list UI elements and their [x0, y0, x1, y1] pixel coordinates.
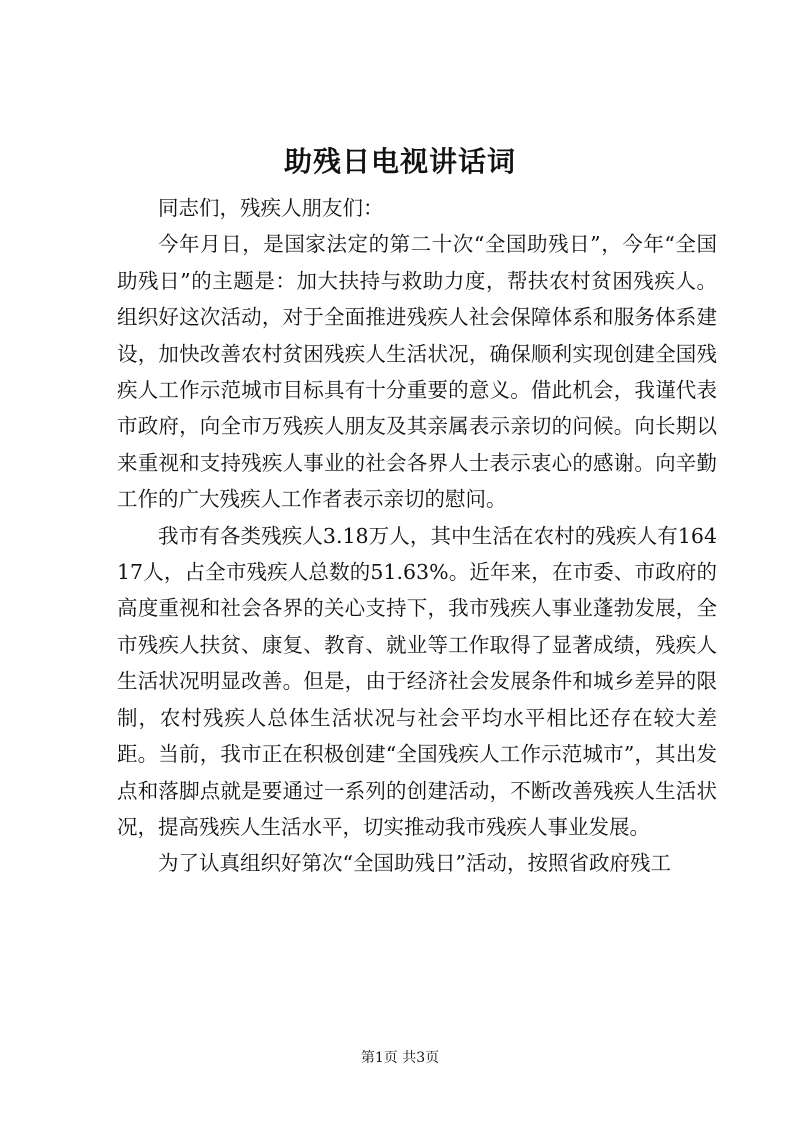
paragraph-greeting: 同志们，残疾人朋友们：	[158, 196, 384, 220]
paragraph-activity: 为了认真组织好第次“全国助残日”活动，按照省政府残工	[158, 851, 671, 876]
document-body	[117, 190, 717, 882]
paragraph-introduction: 今年月日，是国家法定的第二十次“全国助残日”，今年“全国助残日”的主题是：加大扶持与救助力度，帮扶农村贫困残疾人。组织好这次活动，对于全面推进残疾人社会保障体系和服务体系建设，加快改善农村贫困残疾人生活状况，确保顺利实现创建全国残疾人工作示范城市目标具有十分重要的意义。借此机会，我谨代表市政府，向全市万残疾人朋友及其亲属表示亲切的问候。向长期以来重视和支持残疾人事业的社会各界人士表示衷心的感谢。向辛勤工作的广大残疾人工作者表示亲切的慰问。	[117, 232, 717, 512]
document-title: 助残日电视讲话词	[283, 145, 516, 178]
page-number: 第1页 共3页	[360, 1050, 440, 1066]
paragraph-statistics: 我市有各类残疾人3.18万人，其中生活在农村的残疾人有16417人，占全市残疾人总数的51.63%。近年来，在市委、市政府的高度重视和社会各界的关心支持下，我市残疾人事业蓬勃发展，全市残疾人扶贫、康复、教育、就业等工作取得了显著成绩，残疾人生活状况明显改善。但是，由于经济社会发展条件和城乡差异的限制，农村残疾人总体生活状况与社会平均水平相比还存在较大差距。当前，我市正在积极创建“全国残疾人工作示范城市”，其出发点和落脚点就是要通过一系列的创建活动，不断改善残疾人生活状况，提高残疾人生活水平，切实推动我市残疾人事业发展。	[117, 523, 717, 839]
